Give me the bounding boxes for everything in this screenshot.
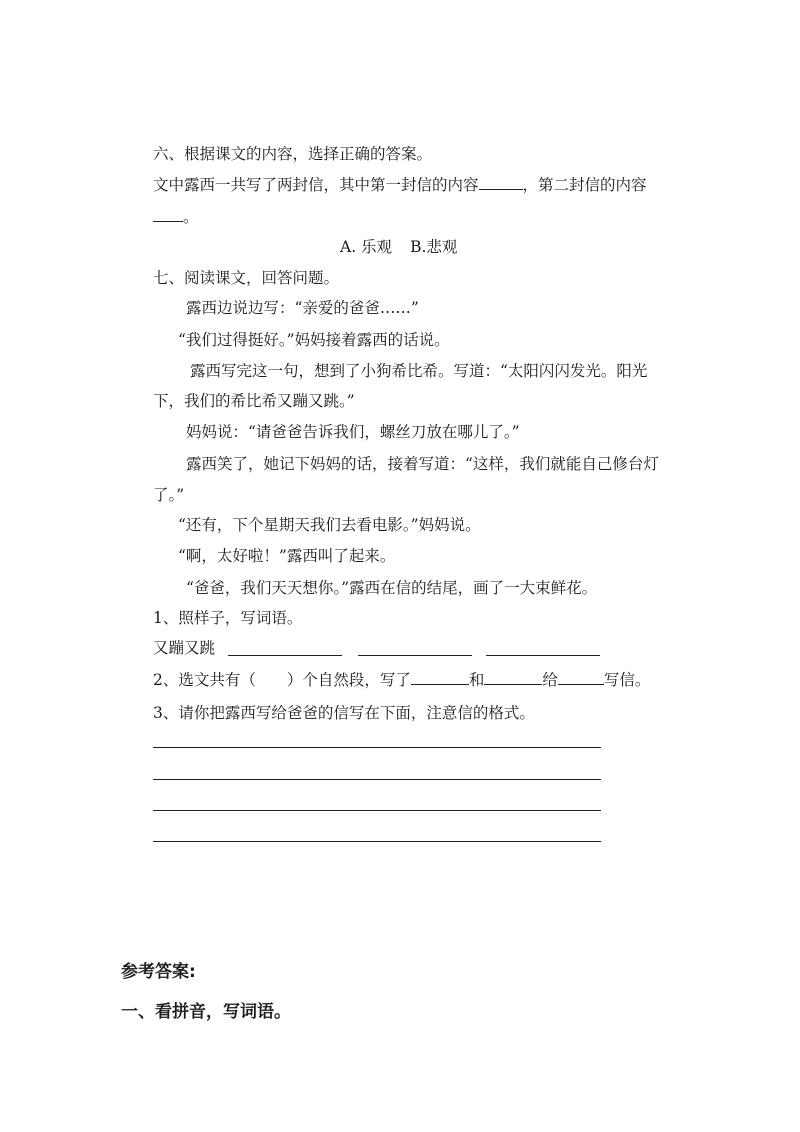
- q2-blank-1[interactable]: [411, 670, 469, 685]
- section6-question: [153, 175, 647, 195]
- section6-question-line2: [153, 207, 199, 227]
- passage-line-8: “还有，下个星期天我们去看电影。”妈妈说。: [178, 516, 481, 534]
- section6-question-part1: 文中露西一共写了两封信，其中第一封信的内容: [153, 176, 479, 194]
- letter-writing-line-1[interactable]: [153, 747, 601, 748]
- q2-end: 写信。: [603, 671, 651, 689]
- option-a: A. 乐观: [340, 238, 393, 256]
- q2-blank-2[interactable]: [484, 670, 542, 685]
- q1-answer-blank-1[interactable]: [228, 655, 342, 656]
- q2-and: 和: [468, 671, 485, 689]
- q2-blank-3[interactable]: [558, 670, 604, 685]
- passage-line-10: “爸爸，我们天天想你。”露西在信的结尾，画了一大束鲜花。: [186, 579, 598, 597]
- section6-options: [340, 237, 457, 257]
- passage-line-9: “啊，太好啦！”露西叫了起来。: [178, 547, 396, 565]
- q1-answer-blank-2[interactable]: [358, 655, 472, 656]
- answers-section1-heading: 一、看拼音，写词语。: [121, 1002, 291, 1022]
- q3-heading: 3、请你把露西写给爸爸的信写在下面，注意信的格式。: [153, 704, 535, 722]
- letter-writing-line-4[interactable]: [153, 841, 601, 842]
- passage-line-2: “我们过得挺好。”妈妈接着露西的话说。: [178, 331, 450, 349]
- option-b: B.悲观: [410, 238, 458, 256]
- section6-question-part2: ，第二封信的内容: [522, 176, 647, 194]
- q2-to: 给: [542, 671, 558, 689]
- q2-line: [153, 670, 650, 690]
- q1-example: 又蹦又跳: [153, 639, 216, 657]
- letter-writing-line-3[interactable]: [153, 810, 601, 811]
- passage-line-1: 露西边说边写：“亲爱的爸爸……”: [186, 299, 419, 317]
- q1-heading: 1、照样子，写词语。: [153, 609, 303, 627]
- answer-blank-2[interactable]: [153, 207, 183, 222]
- passage-line-7: 了。”: [153, 486, 185, 504]
- answers-title: 参考答案:: [121, 962, 196, 982]
- passage-line-6: 露西笑了，她记下妈妈的话，接着写道：“这样，我们就能自己修台灯: [186, 455, 659, 473]
- section7-heading: 七、阅读课文，回答问题。: [153, 269, 340, 287]
- letter-writing-line-2[interactable]: [153, 779, 601, 780]
- answer-blank-1[interactable]: [479, 175, 523, 190]
- section6-question-end: 。: [183, 208, 199, 226]
- passage-line-5: 妈妈说：“请爸爸告诉我们，螺丝刀放在哪儿了。”: [186, 423, 520, 441]
- passage-line-4: 下，我们的希比希又蹦又跳。”: [153, 392, 355, 410]
- q2-part1: 2、选文共有（ ）个自然段，写了: [153, 671, 411, 689]
- section6-heading: 六、根据课文的内容，选择正确的答案。: [153, 145, 433, 163]
- passage-line-3: 露西写完这一句，想到了小狗希比希。写道：“太阳闪闪发光。阳光: [190, 362, 648, 380]
- q1-answer-blank-3[interactable]: [486, 655, 600, 656]
